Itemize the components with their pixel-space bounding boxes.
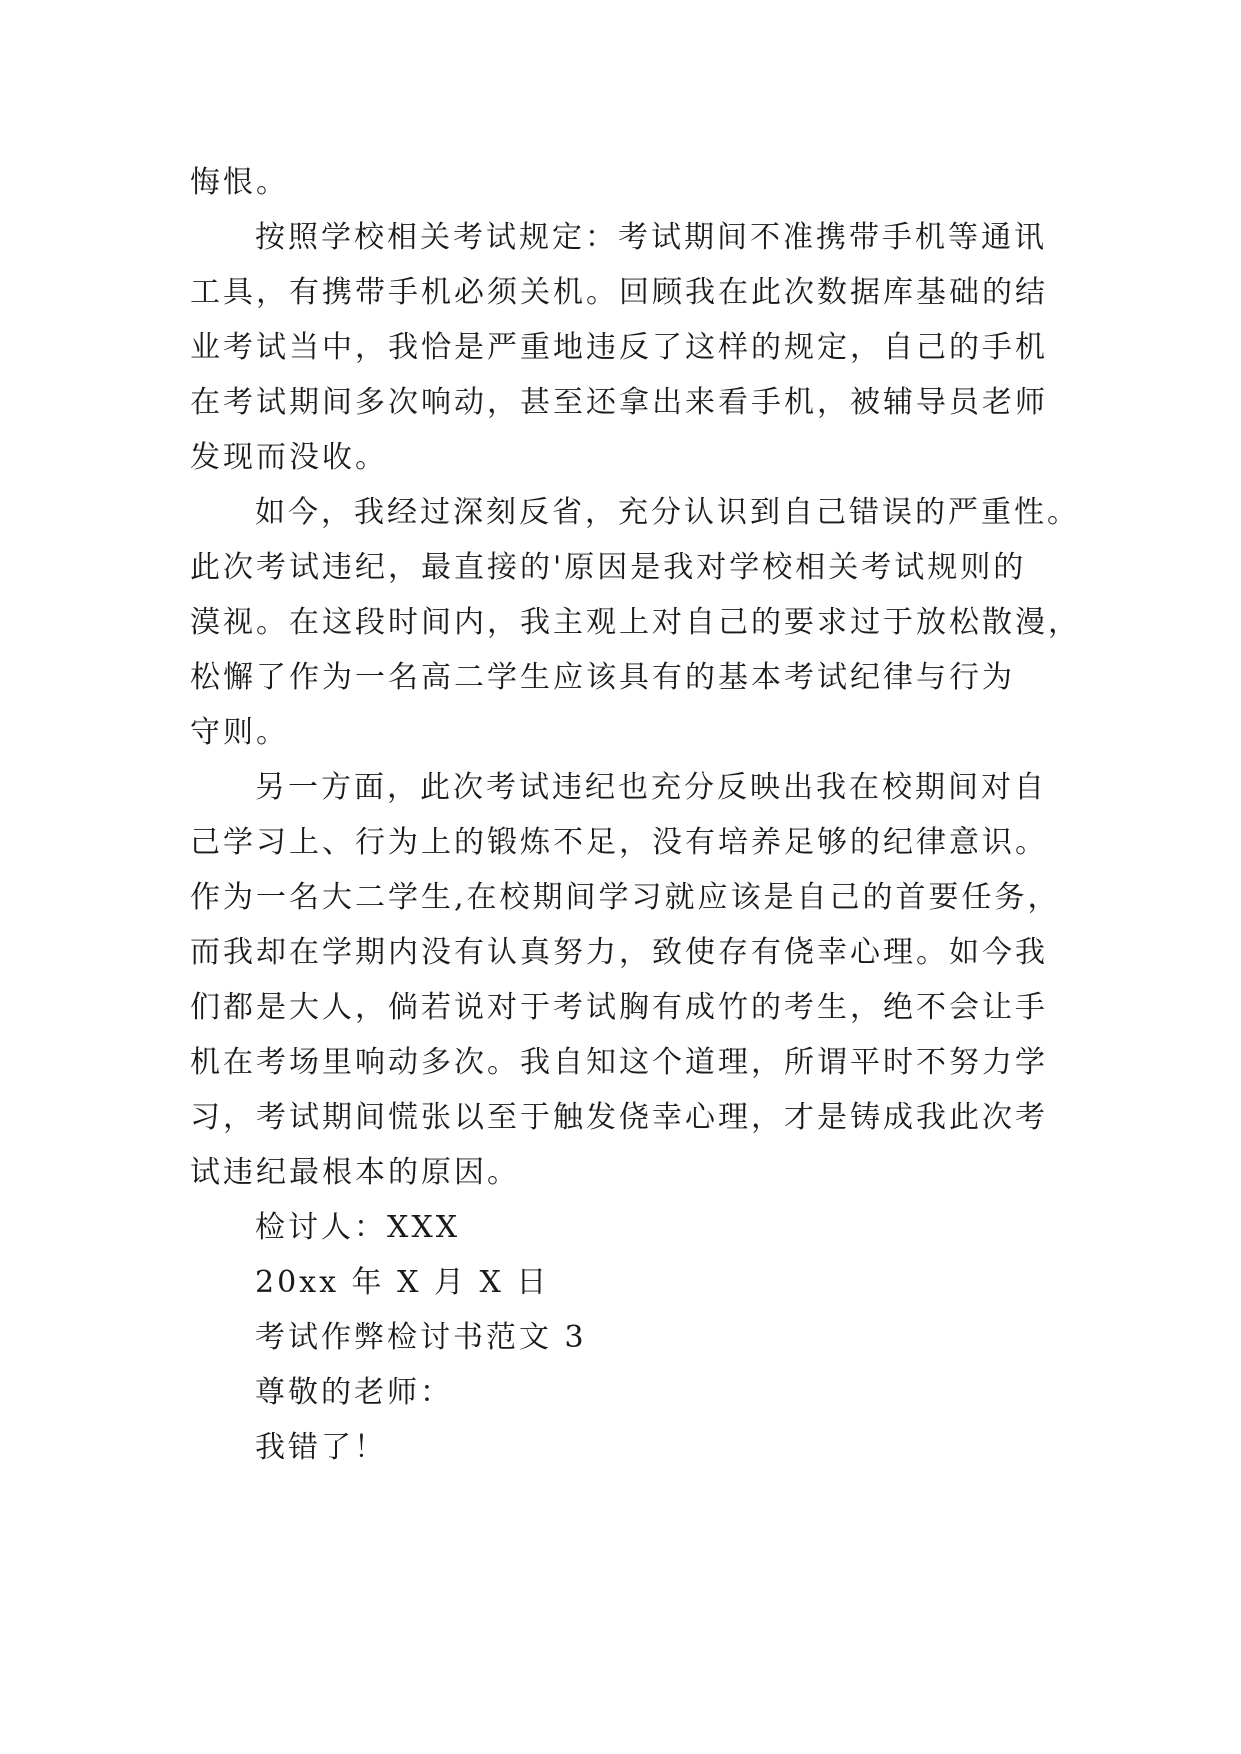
text-line: 松懈了作为一名高二学生应该具有的基本考试纪律与行为	[190, 660, 1015, 695]
document-body	[190, 155, 1081, 1475]
salutation	[190, 1365, 1075, 1420]
text-line: 而我却在学期内没有认真努力，致使存有侥幸心理。如今我	[190, 935, 1048, 970]
text-line: 习，考试期间慌张以至于触发侥幸心理，才是铸成我此次考	[190, 1100, 1048, 1135]
text-line: 此次考试违纪，最直接的'原因是我对学校相关考试规则的	[190, 550, 1027, 585]
date-text: 20xx 年 X 月 X 日	[255, 1265, 550, 1300]
text-line: 在考试期间多次响动，甚至还拿出来看手机，被辅导员老师	[190, 385, 1048, 420]
text-line: 如今，我经过深刻反省，充分认识到自己错误的严重性。	[255, 495, 1080, 530]
paragraph-4	[190, 760, 1075, 1200]
paragraph-2	[190, 210, 1075, 485]
paragraph-3	[190, 485, 1081, 760]
signer-name: 检讨人：XXX	[255, 1210, 461, 1245]
text-line: 己学习上、行为上的锻炼不足，没有培养足够的纪律意识。	[190, 825, 1048, 860]
opening-text: 我错了！	[255, 1430, 387, 1465]
paragraph-1	[190, 155, 1075, 210]
salutation-text: 尊敬的老师：	[255, 1375, 453, 1410]
text-line: 漠视。在这段时间内，我主观上对自己的要求过于放松散漫，	[190, 605, 1081, 640]
text-line: 发现而没收。	[190, 440, 388, 475]
text-line: 试违纪最根本的原因。	[190, 1155, 520, 1190]
signature-line	[190, 1200, 1075, 1255]
text-line: 守则。	[190, 715, 289, 750]
date-line	[190, 1255, 1075, 1310]
text-line: 们都是大人，倘若说对于考试胸有成竹的考生，绝不会让手	[190, 990, 1048, 1025]
text-line: 作为一名大二学生,在校期间学习就应该是自己的首要任务，	[190, 880, 1061, 915]
text-line: 另一方面，此次考试违纪也充分反映出我在校期间对自	[255, 770, 1047, 805]
section-title-text: 考试作弊检讨书范文 3	[255, 1320, 587, 1355]
text-line: 悔恨。	[190, 165, 289, 200]
section-title	[190, 1310, 1075, 1365]
text-line: 工具，有携带手机必须关机。回顾我在此次数据库基础的结	[190, 275, 1048, 310]
opening-sentence	[190, 1420, 1075, 1475]
text-line: 业考试当中，我恰是严重地违反了这样的规定，自己的手机	[190, 330, 1048, 365]
text-line: 机在考场里响动多次。我自知这个道理，所谓平时不努力学	[190, 1045, 1048, 1080]
text-line: 按照学校相关考试规定：考试期间不准携带手机等通讯	[255, 220, 1047, 255]
